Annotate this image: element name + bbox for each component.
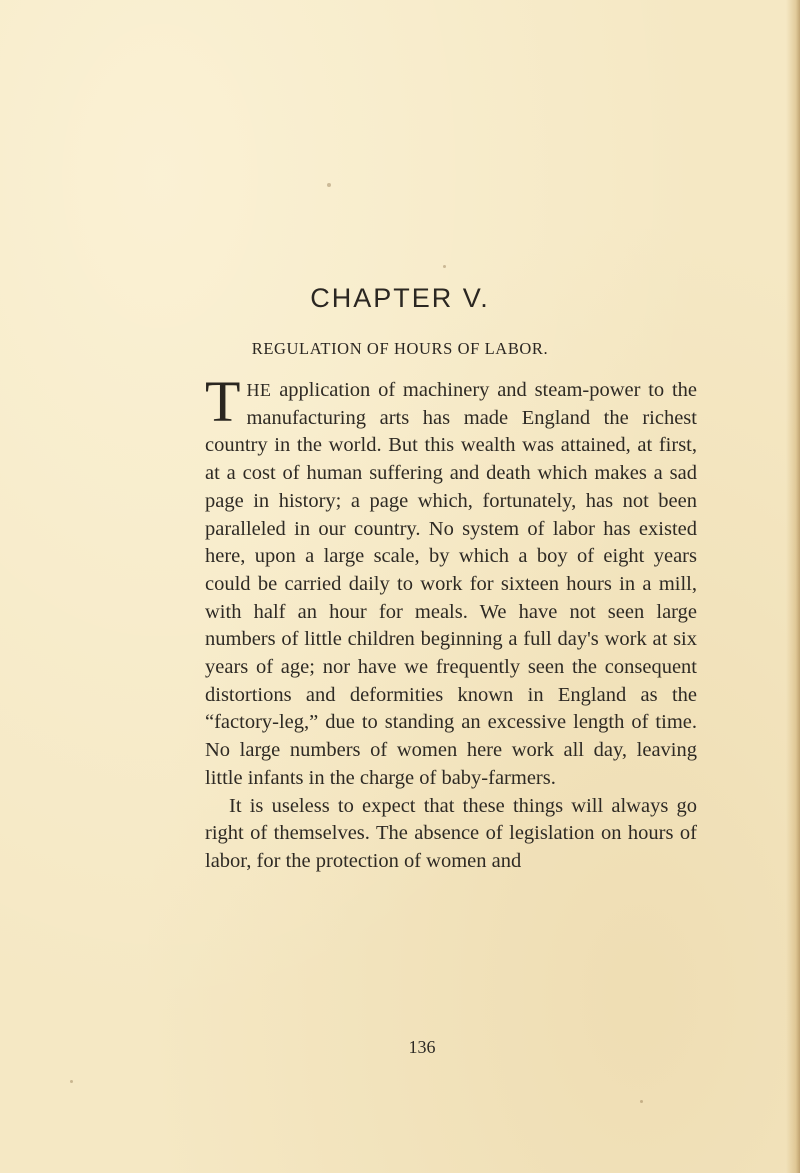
paragraph-text: application of machinery and steam-power to the manufacturing arts has made England the richest country in the world. But this wealth was attained, at first, at a cost of human suffering and death which makes a sad page in history; a page which, fortunately, has not been paralleled in our country. No system of labor has existed here, upon a large scale, by which a boy of eight years could be carried daily to work for sixteen hours in a mill, with half an hour for meals. We have not seen large numbers of little children beginning a full day's work at six years of age; nor have we frequently seen the consequent distortions and deformities known in England as the “factory-leg,” due to standing an excessive length of time. No large numbers of women here work all day, leaving little infants in the charge of baby-farmers.	[205, 379, 697, 789]
paper-speck	[443, 265, 446, 268]
page-edge-shadow	[786, 0, 800, 1173]
chapter-subtitle: REGULATION OF HOURS OF LABOR.	[251, 339, 549, 358]
chapter-title: CHAPTER V.	[310, 283, 490, 313]
paper-speck	[327, 183, 331, 187]
body-text	[205, 369, 697, 876]
drop-cap: T	[205, 369, 241, 434]
paragraph: It is useless to expect that these things will always go right of themselves. The absence of legislation on hours of labor, for the protection of women and	[205, 794, 697, 872]
paper-speck	[70, 1080, 73, 1083]
page-number: 136	[408, 1037, 436, 1057]
paper-speck	[640, 1100, 643, 1103]
opening-word-rest: HE	[246, 380, 272, 400]
paragraph	[205, 369, 697, 793]
